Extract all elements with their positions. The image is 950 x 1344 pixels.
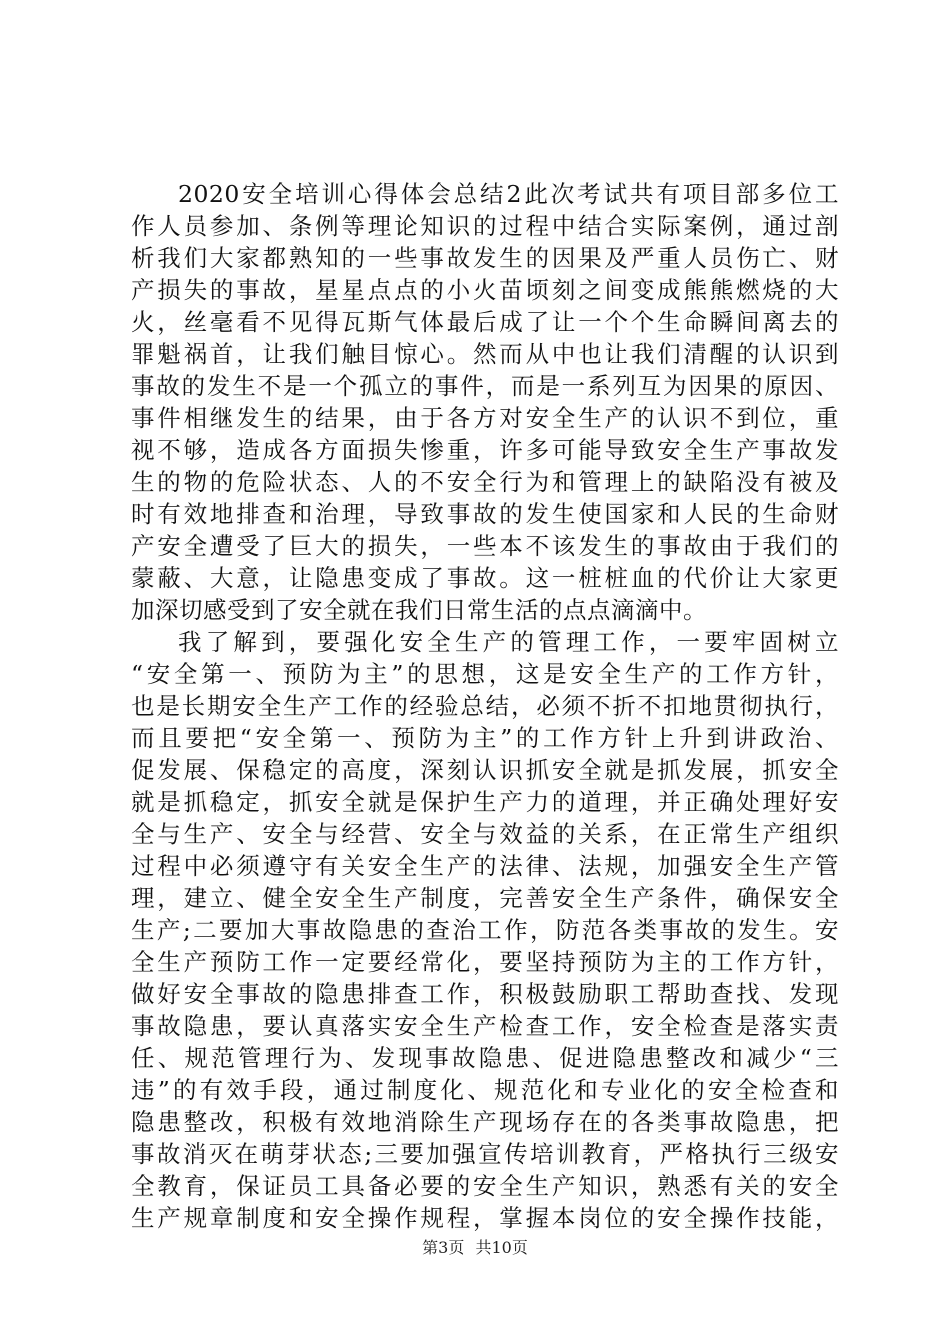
document-body — [131, 178, 839, 1234]
text-line: 2020安全培训心得体会总结2此次考试共有项目部多位工 — [178, 180, 839, 208]
text-line: 事故的发生不是一个孤立的事件，而是一系列互为因果的原因、 — [131, 372, 839, 400]
text-line: 任、规范管理行为、发现事故隐患、促进隐患整改和减少“三 — [131, 1044, 839, 1072]
text-line: 蒙蔽、大意，让隐患变成了事故。这一桩桩血的代价让大家更 — [131, 564, 839, 592]
text-line: 隐患整改，积极有效地消除生产现场存在的各类事故隐患，把 — [131, 1108, 839, 1136]
text-line: 作人员参加、条例等理论知识的过程中结合实际案例，通过剖 — [131, 212, 839, 240]
text-line: 生的物的危险状态、人的不安全行为和管理上的缺陷没有被及 — [131, 468, 839, 496]
text-line: 全与生产、安全与经营、安全与效益的关系，在正常生产组织 — [131, 820, 839, 848]
text-line: 时有效地排查和治理，导致事故的发生使国家和人民的生命财 — [131, 500, 839, 528]
page-footer — [0, 1235, 950, 1258]
text-line: 罪魁祸首，让我们触目惊心。然而从中也让我们清醒的认识到 — [131, 340, 839, 368]
text-line: 生产规章制度和安全操作规程，掌握本岗位的安全操作技能， — [131, 1204, 839, 1232]
text-line: 视不够，造成各方面损失惨重，许多可能导致安全生产事故发 — [131, 436, 839, 464]
text-line: 理，建立、健全安全生产制度，完善安全生产条件，确保安全 — [131, 884, 839, 912]
text-line: 全教育，保证员工具备必要的安全生产知识，熟悉有关的安全 — [131, 1172, 839, 1200]
paragraph-2 — [131, 626, 839, 1234]
page-total: 共10页 — [475, 1238, 528, 1257]
text-line: “安全第一、预防为主”的思想，这是安全生产的工作方针， — [131, 660, 839, 688]
text-line: 事件相继发生的结果，由于各方对安全生产的认识不到位，重 — [131, 404, 839, 432]
text-line: 做好安全事故的隐患排查工作，积极鼓励职工帮助查找、发现 — [131, 980, 839, 1008]
text-line: 加深切感受到了安全就在我们日常生活的点点滴滴中。 — [131, 596, 707, 624]
paragraph-1 — [131, 178, 839, 626]
text-line: 事故隐患，要认真落实安全生产检查工作，安全检查是落实责 — [131, 1012, 839, 1040]
text-line: 过程中必须遵守有关安全生产的法律、法规，加强安全生产管 — [131, 852, 839, 880]
text-line: 我了解到，要强化安全生产的管理工作，一要牢固树立 — [178, 628, 839, 656]
text-line: 就是抓稳定，抓安全就是保护生产力的道理，并正确处理好安 — [131, 788, 839, 816]
text-line: 生产;二要加大事故隐患的查治工作，防范各类事故的发生。安 — [131, 916, 839, 944]
text-line: 析我们大家都熟知的一些事故发生的因果及严重人员伤亡、财 — [131, 244, 839, 272]
text-line: 而且要把“安全第一、预防为主”的工作方针上升到讲政治、 — [131, 724, 839, 752]
text-line: 事故消灭在萌芽状态;三要加强宣传培训教育，严格执行三级安 — [131, 1140, 839, 1168]
text-line: 产损失的事故，星星点点的小火苗顷刻之间变成熊熊燃烧的大 — [131, 276, 839, 304]
text-line: 全生产预防工作一定要经常化，要坚持预防为主的工作方针， — [131, 948, 839, 976]
text-line: 违”的有效手段，通过制度化、规范化和专业化的安全检查和 — [131, 1076, 839, 1104]
text-line: 促发展、保稳定的高度，深刻认识抓安全就是抓发展，抓安全 — [131, 756, 839, 784]
text-line: 也是长期安全生产工作的经验总结，必须不折不扣地贯彻执行， — [131, 692, 839, 720]
text-line: 产安全遭受了巨大的损失，一些本不该发生的事故由于我们的 — [131, 532, 839, 560]
page-number: 第3页 — [422, 1238, 465, 1257]
text-line: 火，丝毫看不见得瓦斯气体最后成了让一个个生命瞬间离去的 — [131, 308, 839, 336]
